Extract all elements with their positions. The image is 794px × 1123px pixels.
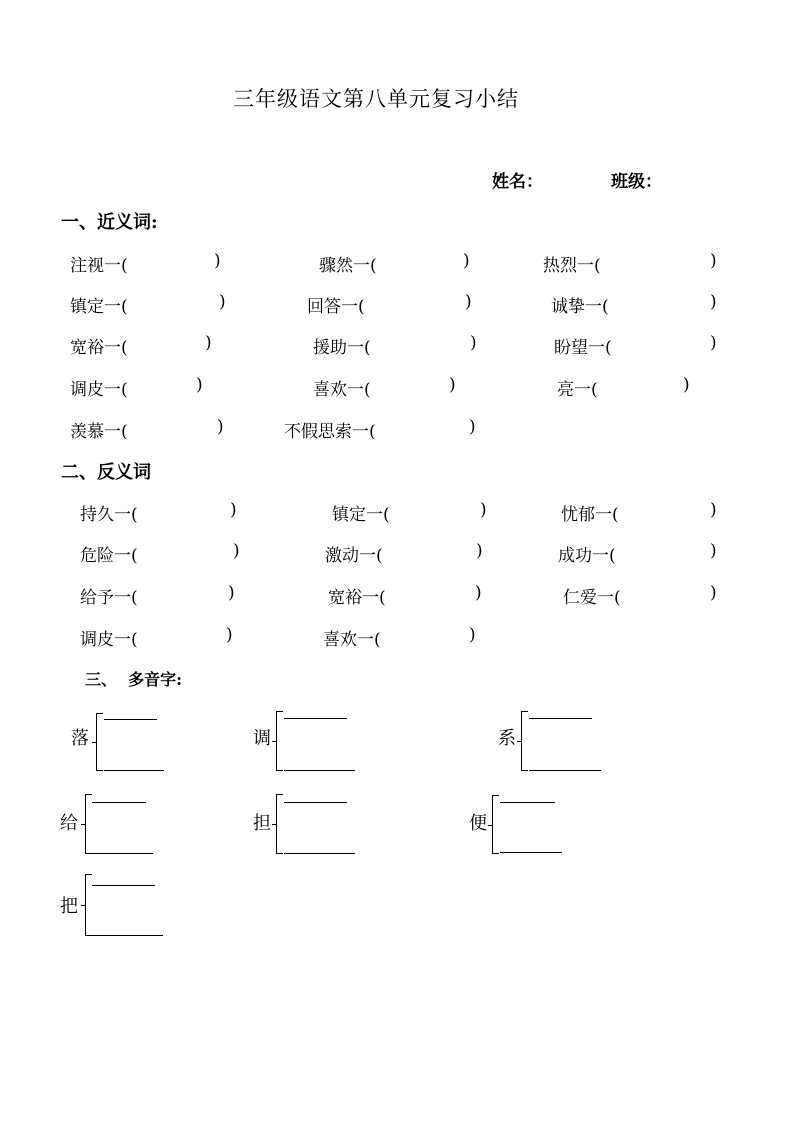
brace	[96, 713, 104, 771]
antonym-prompt: 仁爱一(	[563, 588, 621, 608]
polyphone-char: 把	[60, 896, 78, 917]
synonym-prompt: 羡慕一(	[70, 422, 128, 442]
close-paren: )	[710, 500, 717, 520]
polyphone-char: 便	[469, 813, 487, 834]
close-paren: )	[217, 417, 224, 437]
answer-line	[284, 802, 347, 803]
answer-line	[284, 718, 347, 719]
page-title: 三年级语文第八单元复习小结	[233, 87, 519, 111]
answer-line	[104, 719, 157, 720]
synonym-prompt: 诚挚一(	[551, 297, 609, 317]
synonym-prompt: 不假思索一(	[284, 422, 376, 442]
close-paren: )	[214, 251, 221, 271]
close-paren: )	[475, 583, 482, 603]
synonym-prompt: 调皮一(	[70, 380, 128, 400]
close-paren: )	[230, 500, 237, 520]
answer-line	[92, 802, 146, 803]
close-paren: )	[469, 417, 476, 437]
synonym-prompt: 喜欢一(	[313, 380, 371, 400]
section2-heading: 二、反义词	[61, 462, 151, 483]
answer-line	[284, 770, 355, 771]
polyphone-char: 给	[60, 813, 78, 834]
close-paren: )	[205, 333, 212, 353]
synonym-prompt: 回答一(	[307, 297, 365, 317]
close-paren: )	[219, 292, 226, 312]
antonym-prompt: 忧郁一(	[561, 505, 619, 525]
antonym-prompt: 成功一(	[558, 546, 616, 566]
antonym-prompt: 宽裕一(	[328, 588, 386, 608]
synonym-prompt: 热烈一(	[543, 256, 601, 276]
close-paren: )	[710, 251, 717, 271]
polyphone-char: 落	[71, 728, 89, 749]
close-paren: )	[469, 625, 476, 645]
answer-line	[529, 770, 601, 771]
polyphone-char: 担	[253, 813, 271, 834]
answer-line	[284, 853, 355, 854]
close-paren: )	[226, 625, 233, 645]
close-paren: )	[710, 292, 717, 312]
synonym-prompt: 亮一(	[557, 380, 598, 400]
synonym-prompt: 宽裕一(	[70, 338, 128, 358]
close-paren: )	[476, 541, 483, 561]
brace	[276, 711, 284, 771]
class-label: 班级：	[611, 172, 662, 192]
brace	[85, 874, 93, 936]
name-label: 姓名：	[492, 172, 543, 192]
synonym-prompt: 注视一(	[70, 256, 128, 276]
close-paren: )	[470, 333, 477, 353]
close-paren: )	[233, 541, 240, 561]
antonym-prompt: 危险一(	[80, 546, 138, 566]
polyphone-char: 系	[498, 728, 516, 749]
synonym-prompt: 镇定一(	[70, 297, 128, 317]
section1-heading: 一、近义词:	[61, 212, 158, 233]
close-paren: )	[710, 583, 717, 603]
close-paren: )	[449, 375, 456, 395]
antonym-prompt: 镇定一(	[332, 505, 390, 525]
antonym-prompt: 调皮一(	[80, 630, 138, 650]
close-paren: )	[710, 333, 717, 353]
close-paren: )	[463, 251, 470, 271]
close-paren: )	[480, 500, 487, 520]
answer-line	[529, 718, 592, 719]
brace	[276, 794, 284, 854]
antonym-prompt: 持久一(	[80, 505, 138, 525]
close-paren: )	[465, 292, 472, 312]
answer-line	[104, 770, 164, 771]
close-paren: )	[228, 583, 235, 603]
close-paren: )	[196, 375, 203, 395]
section3-heading: 三、 多音字:	[85, 670, 183, 689]
synonym-prompt: 援助一(	[313, 338, 371, 358]
close-paren: )	[683, 375, 690, 395]
answer-line	[92, 935, 163, 936]
answer-line	[92, 853, 153, 854]
answer-line	[500, 802, 555, 803]
answer-line	[92, 885, 155, 886]
polyphone-char: 调	[253, 728, 271, 749]
brace	[85, 794, 93, 854]
synonym-prompt: 盼望一(	[554, 338, 612, 358]
antonym-prompt: 喜欢一(	[323, 630, 381, 650]
close-paren: )	[710, 541, 717, 561]
synonym-prompt: 骤然一(	[319, 256, 377, 276]
brace	[492, 795, 500, 854]
brace	[521, 711, 529, 771]
antonym-prompt: 给予一(	[80, 588, 138, 608]
antonym-prompt: 激动一(	[325, 546, 383, 566]
answer-line	[500, 852, 562, 853]
